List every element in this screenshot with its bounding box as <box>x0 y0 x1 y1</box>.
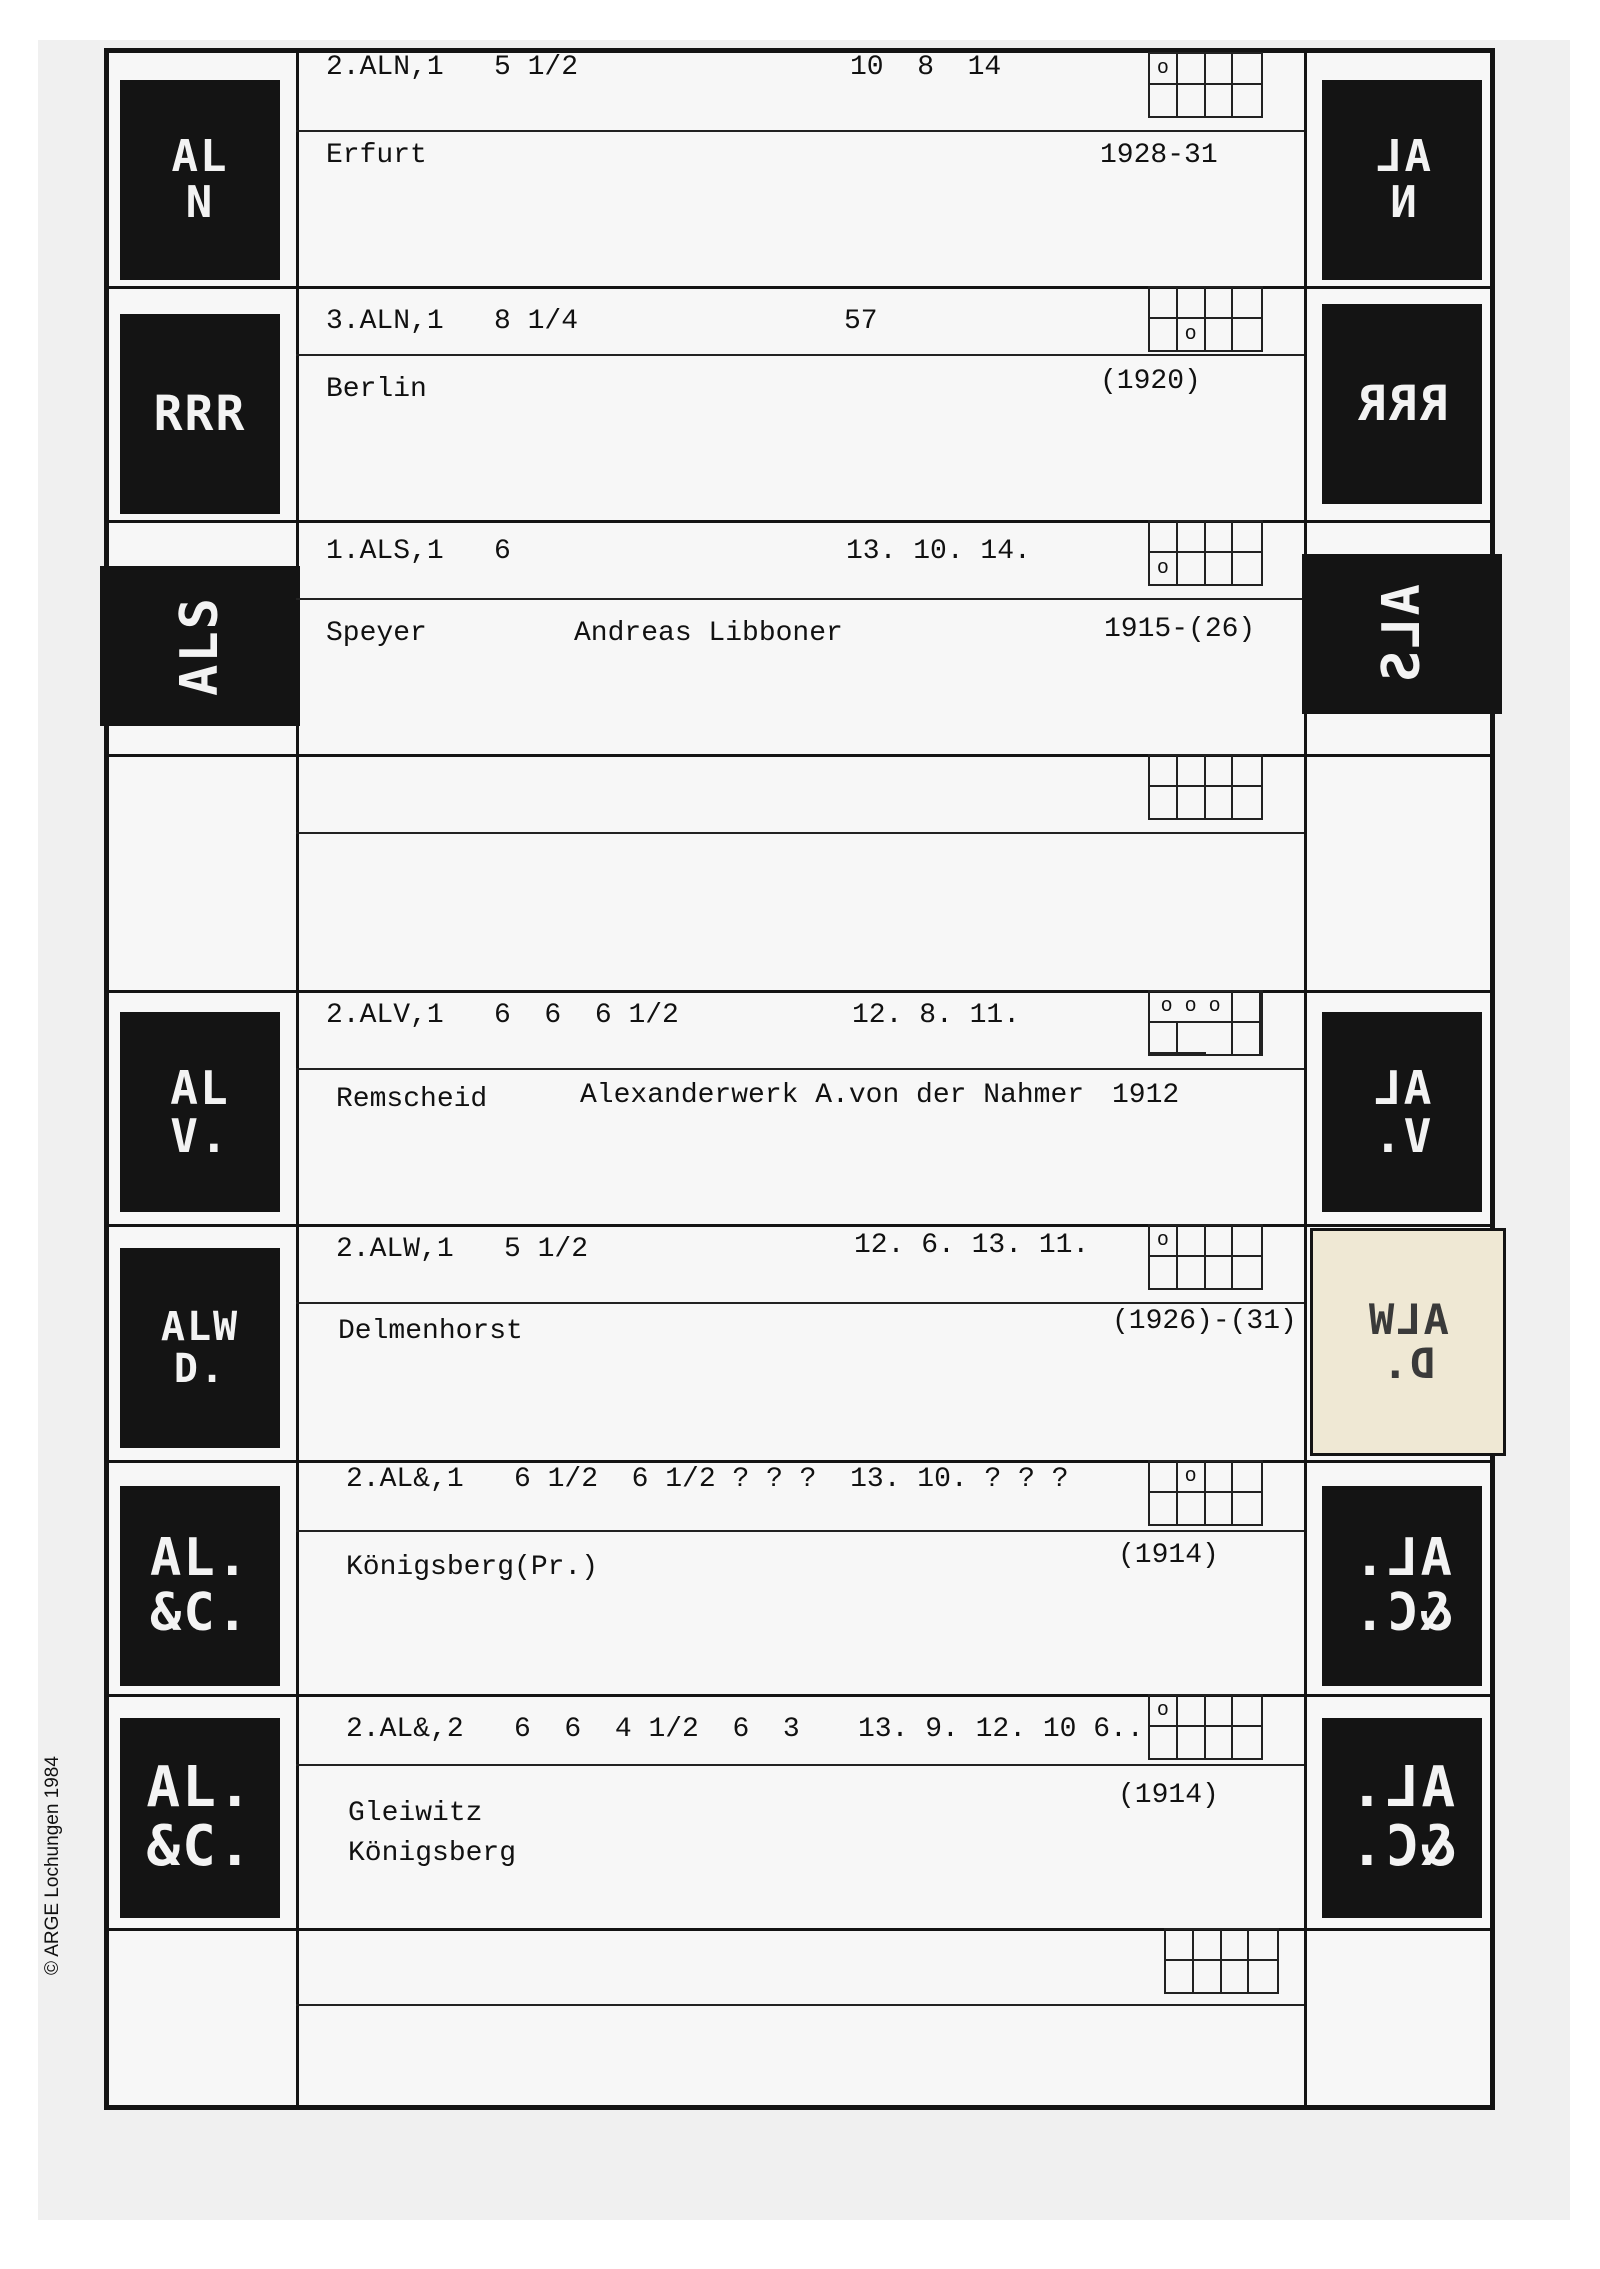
entry-code: 2.AL&,1 6 1/2 6 1/2 ? ? ? 13. 10. ? ? ? <box>346 1464 1069 1495</box>
entry-code: 1.ALS,1 6 <box>326 536 511 567</box>
perfin-stamp-left: AL N <box>120 80 280 280</box>
row-divider <box>104 286 1495 289</box>
entry-year: (1914) <box>1118 1540 1219 1571</box>
entry-midline <box>296 1068 1304 1070</box>
entry-midline <box>296 1530 1304 1532</box>
entry-midline <box>296 832 1304 834</box>
entry-year: (1926)-(31) <box>1112 1306 1297 1337</box>
entry-midline <box>296 354 1304 356</box>
perfin-stamp-right: AL N <box>1322 80 1482 280</box>
perfin-stamp-left: ALS <box>100 566 300 726</box>
entry-dates: 13. 9. 12. 10 6.. <box>858 1714 1144 1745</box>
right-column-divider <box>1304 48 1307 2110</box>
perforation-grid <box>1148 520 1263 586</box>
entry-place: Remscheid <box>336 1084 488 1115</box>
perforation-grid <box>1148 1460 1263 1526</box>
entry-firm: Alexanderwerk A.von der Nahmer <box>580 1080 1085 1111</box>
entry-code: 2.ALN,1 5 1/2 <box>326 52 579 83</box>
entry-place: Erfurt <box>326 140 427 171</box>
row-divider <box>104 754 1495 757</box>
entry-year: 1912 <box>1112 1080 1180 1111</box>
perfin-stamp-right: AL. &C. <box>1322 1486 1482 1686</box>
entry-code: 2.ALV,1 6 6 6 1/2 <box>326 1000 679 1031</box>
entry-dates: 12. 6. 13. 11. <box>854 1230 1090 1261</box>
left-column-divider <box>296 48 299 2110</box>
entry-code: 3.ALN,1 8 1/4 <box>326 306 579 337</box>
perforation-grid <box>1148 1694 1263 1760</box>
entry-place: Gleiwitz Königsberg <box>348 1798 517 1869</box>
copyright-notice: © ARGE Lochungen 1984 <box>42 1756 63 1975</box>
entry-firm: Andreas Libboner <box>574 618 843 649</box>
entry-code: 2.AL&,2 6 6 4 1/2 6 3 <box>346 1714 800 1745</box>
entry-midline <box>296 598 1304 600</box>
perfin-stamp-left: AL V. <box>120 1012 280 1212</box>
entry-year: 1928-31 <box>1100 140 1218 171</box>
perfin-stamp-left: AL. &C. <box>120 1718 280 1918</box>
perforation-grid <box>1148 286 1263 352</box>
entry-year: (1920) <box>1100 366 1201 397</box>
entry-midline <box>296 2004 1304 2006</box>
entry-midline <box>296 1302 1304 1304</box>
entry-midline <box>296 1764 1304 1766</box>
entry-place: Königsberg(Pr.) <box>346 1552 599 1583</box>
perfin-stamp-right: AL V. <box>1322 1012 1482 1212</box>
row-divider <box>104 990 1495 993</box>
grid-mark: o <box>1150 553 1178 584</box>
grid-mark: o <box>1178 1462 1206 1493</box>
perforation-grid <box>1148 1224 1263 1290</box>
entry-dates: 13. 10. 14. <box>846 536 1031 567</box>
entry-dates: 57 <box>844 306 878 337</box>
perfin-stamp-left: RRR <box>120 314 280 514</box>
perforation-grid <box>1148 52 1263 118</box>
row-divider <box>104 520 1495 523</box>
row-divider <box>104 1928 1495 1931</box>
perfin-stamp-right-photo: ALW D. <box>1310 1228 1506 1456</box>
entry-code: 2.ALW,1 5 1/2 <box>336 1234 589 1265</box>
entry-place: Delmenhorst <box>338 1316 523 1347</box>
row-divider <box>104 1460 1495 1463</box>
entry-dates: 12. 8. 11. <box>852 1000 1021 1031</box>
entry-year: (1914) <box>1118 1780 1219 1811</box>
row-divider <box>104 1224 1495 1227</box>
grid-mark: o <box>1178 319 1206 350</box>
entry-place: Speyer <box>326 618 427 649</box>
perfin-stamp-left: ALW D. <box>120 1248 280 1448</box>
grid-mark: o <box>1150 54 1178 85</box>
entry-place: Berlin <box>326 374 427 405</box>
perforation-grid <box>1148 754 1263 820</box>
perfin-stamp-left: AL. &C. <box>120 1486 280 1686</box>
perfin-stamp-right: RRR <box>1322 304 1482 504</box>
entry-dates: 10 8 14 <box>850 52 1002 83</box>
entry-midline <box>296 130 1304 132</box>
row-divider <box>104 1694 1495 1697</box>
grid-mark: o <box>1150 1696 1178 1727</box>
perfin-stamp-right: ALS <box>1302 554 1502 714</box>
catalog-frame <box>104 48 1495 2110</box>
entry-year: 1915-(26) <box>1104 614 1256 645</box>
perforation-grid <box>1164 1928 1279 1994</box>
grid-mark: o <box>1150 1226 1178 1257</box>
perfin-stamp-right: AL. &C. <box>1322 1718 1482 1918</box>
grid-mark: o o o <box>1150 992 1233 1023</box>
perforation-grid <box>1148 990 1263 1056</box>
